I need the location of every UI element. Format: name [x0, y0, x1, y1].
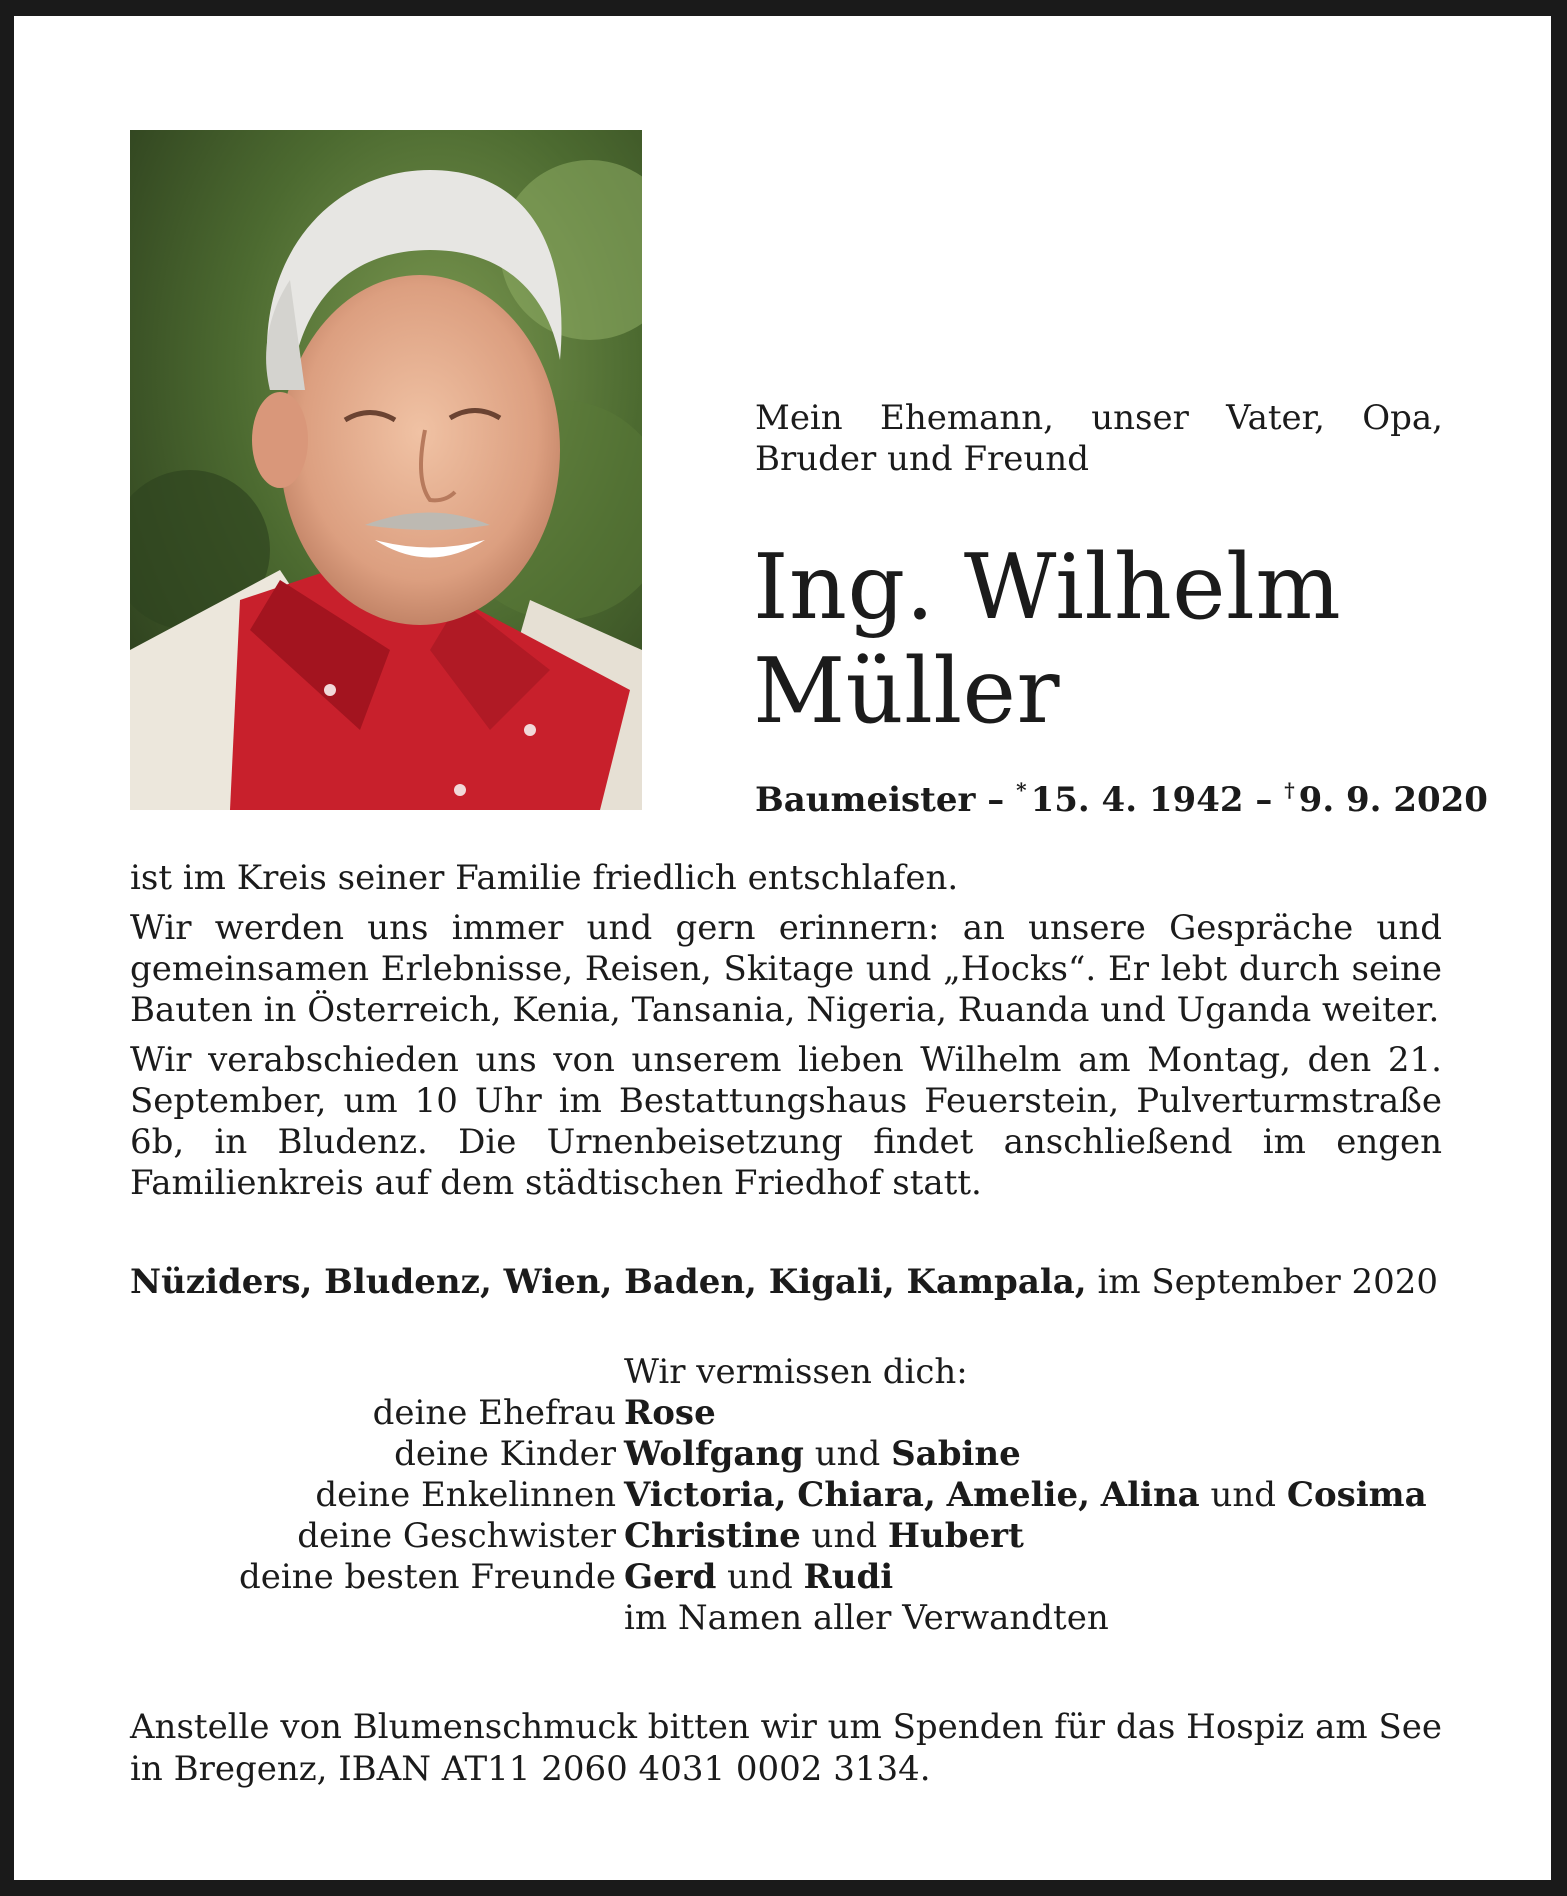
- mourner-names: [624, 1434, 1442, 1475]
- mourner-row: [130, 1434, 1442, 1475]
- mourner-name: Wolfgang: [624, 1434, 804, 1474]
- life-dates: [755, 770, 1488, 820]
- mourner-role: deine Kinder: [394, 1434, 616, 1474]
- mourner-name: Christine: [624, 1516, 801, 1556]
- mourner-name: Alina: [1100, 1475, 1200, 1515]
- place-date-line: [130, 1262, 1442, 1303]
- mourner-role: deine Ehefrau: [372, 1393, 616, 1433]
- portrait-image: [130, 130, 642, 810]
- mourner-rows: [130, 1393, 1442, 1598]
- obituary-page: [14, 16, 1551, 1880]
- birth-star-icon: *: [1016, 778, 1027, 802]
- separator: –: [1243, 780, 1285, 820]
- mourner-name: Victoria,: [624, 1475, 787, 1515]
- portrait-photo: [130, 130, 642, 810]
- mourner-row: [130, 1557, 1442, 1598]
- paragraph: ist im Kreis seiner Familie friedlich entschlafen.: [130, 858, 959, 898]
- death-cross-icon: †: [1284, 778, 1295, 802]
- death-date: 9. 9. 2020: [1298, 780, 1488, 820]
- mourner-row: [130, 1475, 1442, 1516]
- name-joiner: [786, 1475, 797, 1515]
- mourner-row: [130, 1393, 1442, 1434]
- mourner-role: deine Geschwister: [297, 1516, 616, 1556]
- mourners-list: [130, 1352, 1442, 1639]
- name-joiner: und: [800, 1516, 888, 1556]
- name-joiner: [1090, 1475, 1101, 1515]
- mourner-name: Hubert: [887, 1516, 1024, 1556]
- mourner-names: [624, 1557, 1442, 1598]
- mourner-role: deine Enkelinnen: [315, 1475, 616, 1515]
- mourner-names: [624, 1475, 1442, 1516]
- mourner-names: [624, 1516, 1442, 1557]
- mourner-name: Gerd: [624, 1557, 717, 1597]
- obituary-body: [130, 858, 1442, 1213]
- birth-date: 15. 4. 1942: [1030, 780, 1244, 820]
- intro-text: Mein Ehemann, unser Vater, Opa, Bruder und Freund: [755, 398, 1443, 479]
- name-line-2: Müller: [753, 639, 1060, 744]
- mourner-name: Cosima: [1286, 1475, 1427, 1515]
- mourner-row: [130, 1516, 1442, 1557]
- name-joiner: und: [1199, 1475, 1287, 1515]
- paragraph: Wir werden uns immer und gern erinnern: an unsere Gespräche und gemeinsamen Erlebnisse, Reisen, Skitage und „Hocks“. Er lebt durch seine Bauten in Österreich, Kenia, Tansania, Nigeria, Ruanda und Uganda weiter.: [130, 908, 1442, 1030]
- paragraph: Wir verabschieden uns von unserem lieben Wilhelm am Montag, den 21. September, um 10 Uhr im Bestattungshaus Feuerstein, Pulverturmstraße 6b, in Bludenz. Die Urnenbeisetzung findet anschließend im engen Familienkreis auf dem städtischen Friedhof statt.: [130, 1040, 1442, 1203]
- mourner-name: Rudi: [803, 1557, 894, 1597]
- deceased-name: [753, 536, 1513, 744]
- mourner-role: deine besten Freunde: [238, 1557, 616, 1597]
- donation-note: Anstelle von Blumenschmuck bitten wir um Spenden für das Hospiz am See in Bregenz, IBAN AT11 2060 4031 0002 3134.: [130, 1707, 1442, 1789]
- profession: Baumeister: [755, 780, 976, 820]
- mourner-name: Rose: [624, 1393, 716, 1433]
- mourner-names: [624, 1393, 1442, 1434]
- separator: –: [975, 780, 1017, 820]
- mourner-name: Sabine: [891, 1434, 1021, 1474]
- mourners-heading: Wir vermissen dich:: [624, 1352, 968, 1392]
- places: Nüziders, Bludenz, Wien, Baden, Kigali, Kampala,: [130, 1262, 1087, 1302]
- name-joiner: und: [716, 1557, 804, 1597]
- name-joiner: [936, 1475, 947, 1515]
- name-joiner: und: [803, 1434, 892, 1474]
- name-line-1: Ing. Wilhelm: [753, 535, 1342, 640]
- mourners-closing: im Namen aller Verwandten: [624, 1598, 1109, 1638]
- mourner-name: Amelie,: [946, 1475, 1090, 1515]
- date-line: im September 2020: [1097, 1262, 1439, 1302]
- mourner-name: Chiara,: [797, 1475, 936, 1515]
